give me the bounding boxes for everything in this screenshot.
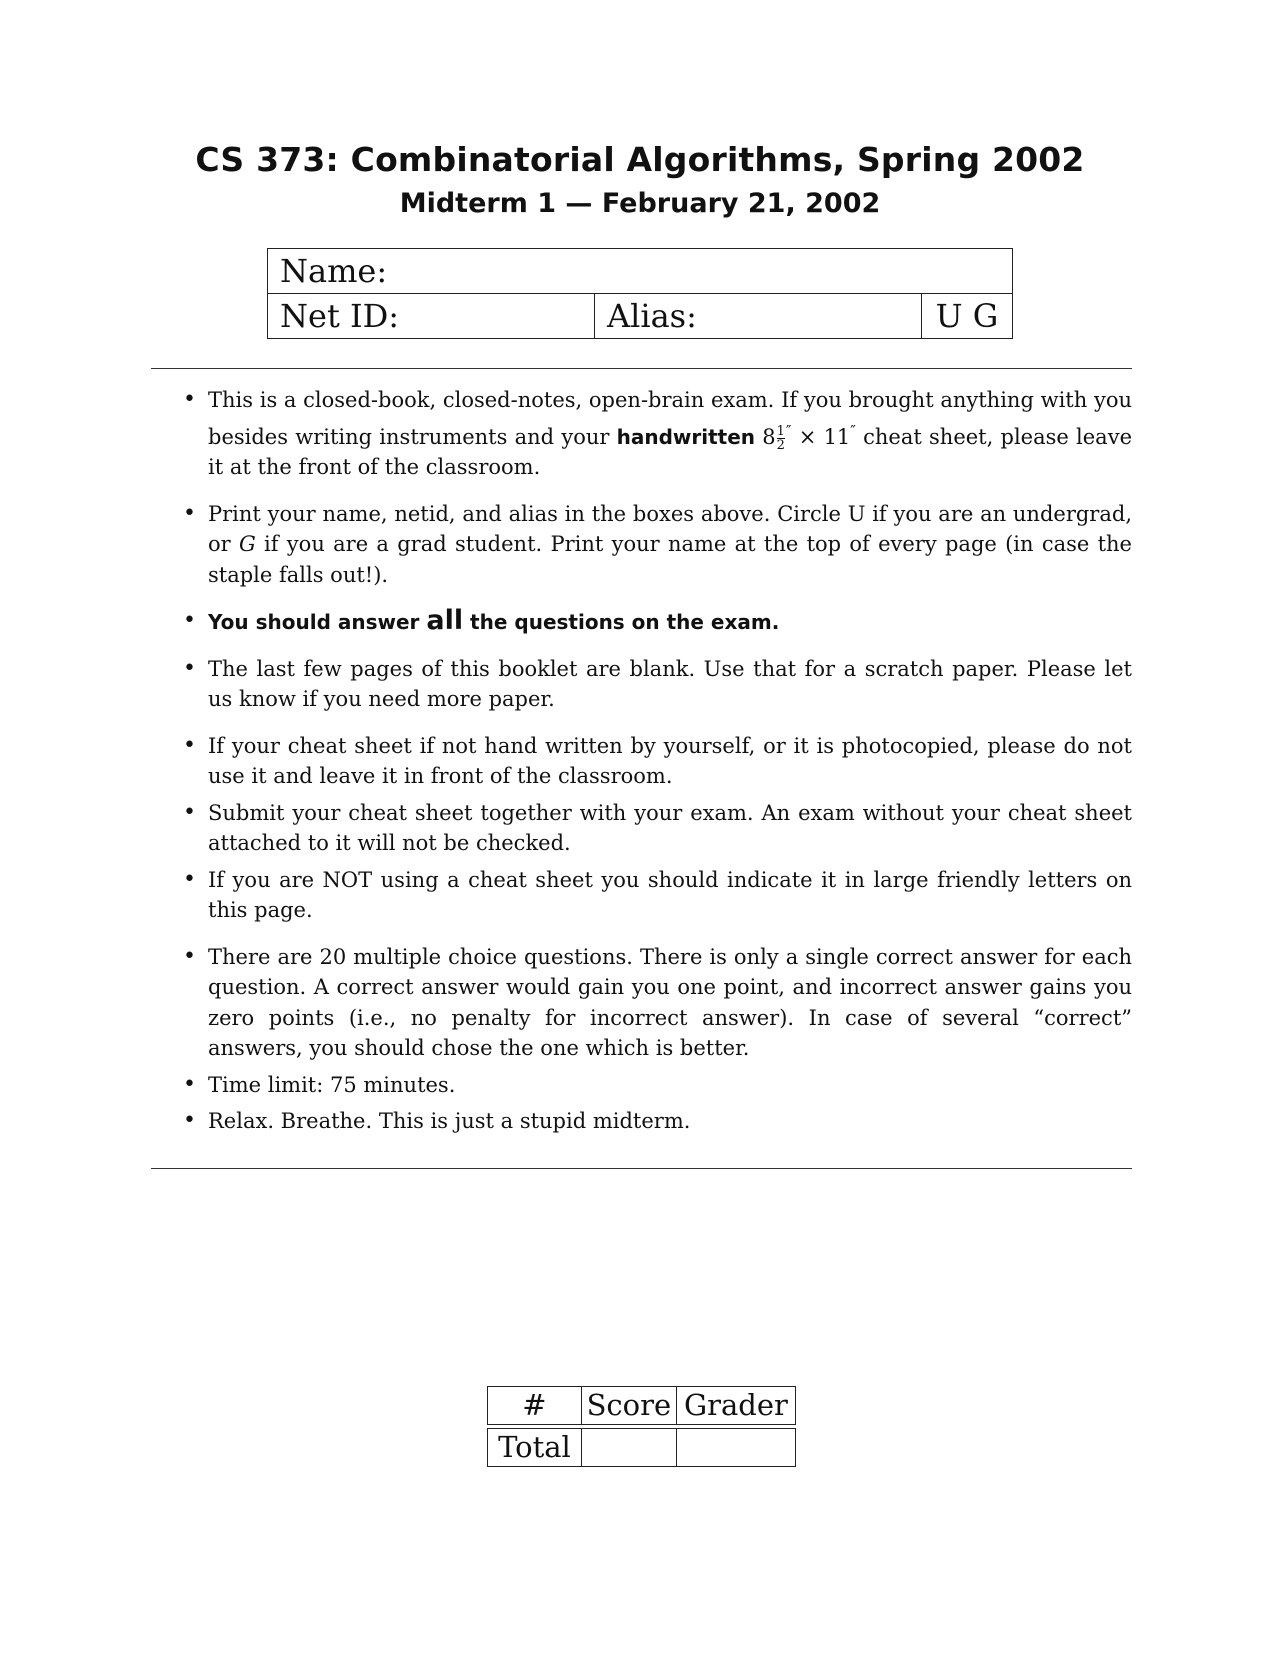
name-label: Name:: [280, 252, 388, 290]
student-id-box: [267, 248, 1013, 339]
score-table: [487, 1386, 796, 1467]
instruction-item: • This is a closed-book, closed-notes, open-brain exam. If you brought anything with you besides writing instruments and your handwritten 8 $\frac{1}{2}$ ″ × 11″ cheat sheet, please leave it at the front of the classroom.: [180, 385, 1132, 483]
instructions-list: [180, 385, 1132, 1137]
alias-field[interactable]: [595, 294, 922, 339]
instruction-item: • If you are NOT using a cheat sheet you should indicate it in large friendly letters on this page.: [180, 865, 1132, 926]
exam-title: CS 373: Combinatorial Algorithms, Spring 2002: [195, 140, 1085, 179]
netid-field[interactable]: [268, 294, 595, 339]
instruction-item: • There are 20 multiple choice questions. There is only a single correct answer for each question. A correct answer would gain you one point, and incorrect answer gains you zero points (i.e., no penalty for incorrect answer). In case of several “correct” answers, you should chose the one which is better.: [180, 942, 1132, 1064]
instruction-item: • Relax. Breathe. This is just a stupid midterm.: [180, 1106, 1132, 1137]
student-status-label: U G: [935, 297, 999, 335]
score-header-number: #: [487, 1386, 582, 1425]
instruction-item: • You should answer all the questions on the exam.: [180, 606, 1132, 638]
student-status-field[interactable]: [922, 294, 1013, 339]
netid-label: Net ID:: [280, 297, 400, 335]
instruction-item: • The last few pages of this booklet are blank. Use that for a scratch paper. Please let us know if you need more paper.: [180, 654, 1132, 715]
score-header-score: Score: [582, 1386, 677, 1425]
total-score-cell[interactable]: [582, 1428, 677, 1467]
instruction-item: • Submit your cheat sheet together with your exam. An exam without your cheat sheet attached to it will not be checked.: [180, 798, 1132, 859]
alias-label: Alias:: [607, 297, 697, 335]
bottom-divider: [151, 1168, 1132, 1169]
instruction-item: • Time limit: 75 minutes.: [180, 1070, 1132, 1101]
instruction-item: • Print your name, netid, and alias in the boxes above. Circle U if you are an undergrad, or G if you are a grad student. Print your name at the top of every page (in case the staple falls out!).: [180, 499, 1132, 591]
total-grader-cell[interactable]: [677, 1428, 796, 1467]
instruction-item: • If your cheat sheet if not hand written by yourself, or it is photocopied, please do not use it and leave it in front of the classroom.: [180, 731, 1132, 792]
exam-subtitle: Midterm 1 — February 21, 2002: [399, 188, 881, 219]
name-field[interactable]: [268, 249, 1013, 294]
score-header-grader: Grader: [677, 1386, 796, 1425]
top-divider: [151, 368, 1132, 369]
score-row-total-label: Total: [487, 1428, 582, 1467]
